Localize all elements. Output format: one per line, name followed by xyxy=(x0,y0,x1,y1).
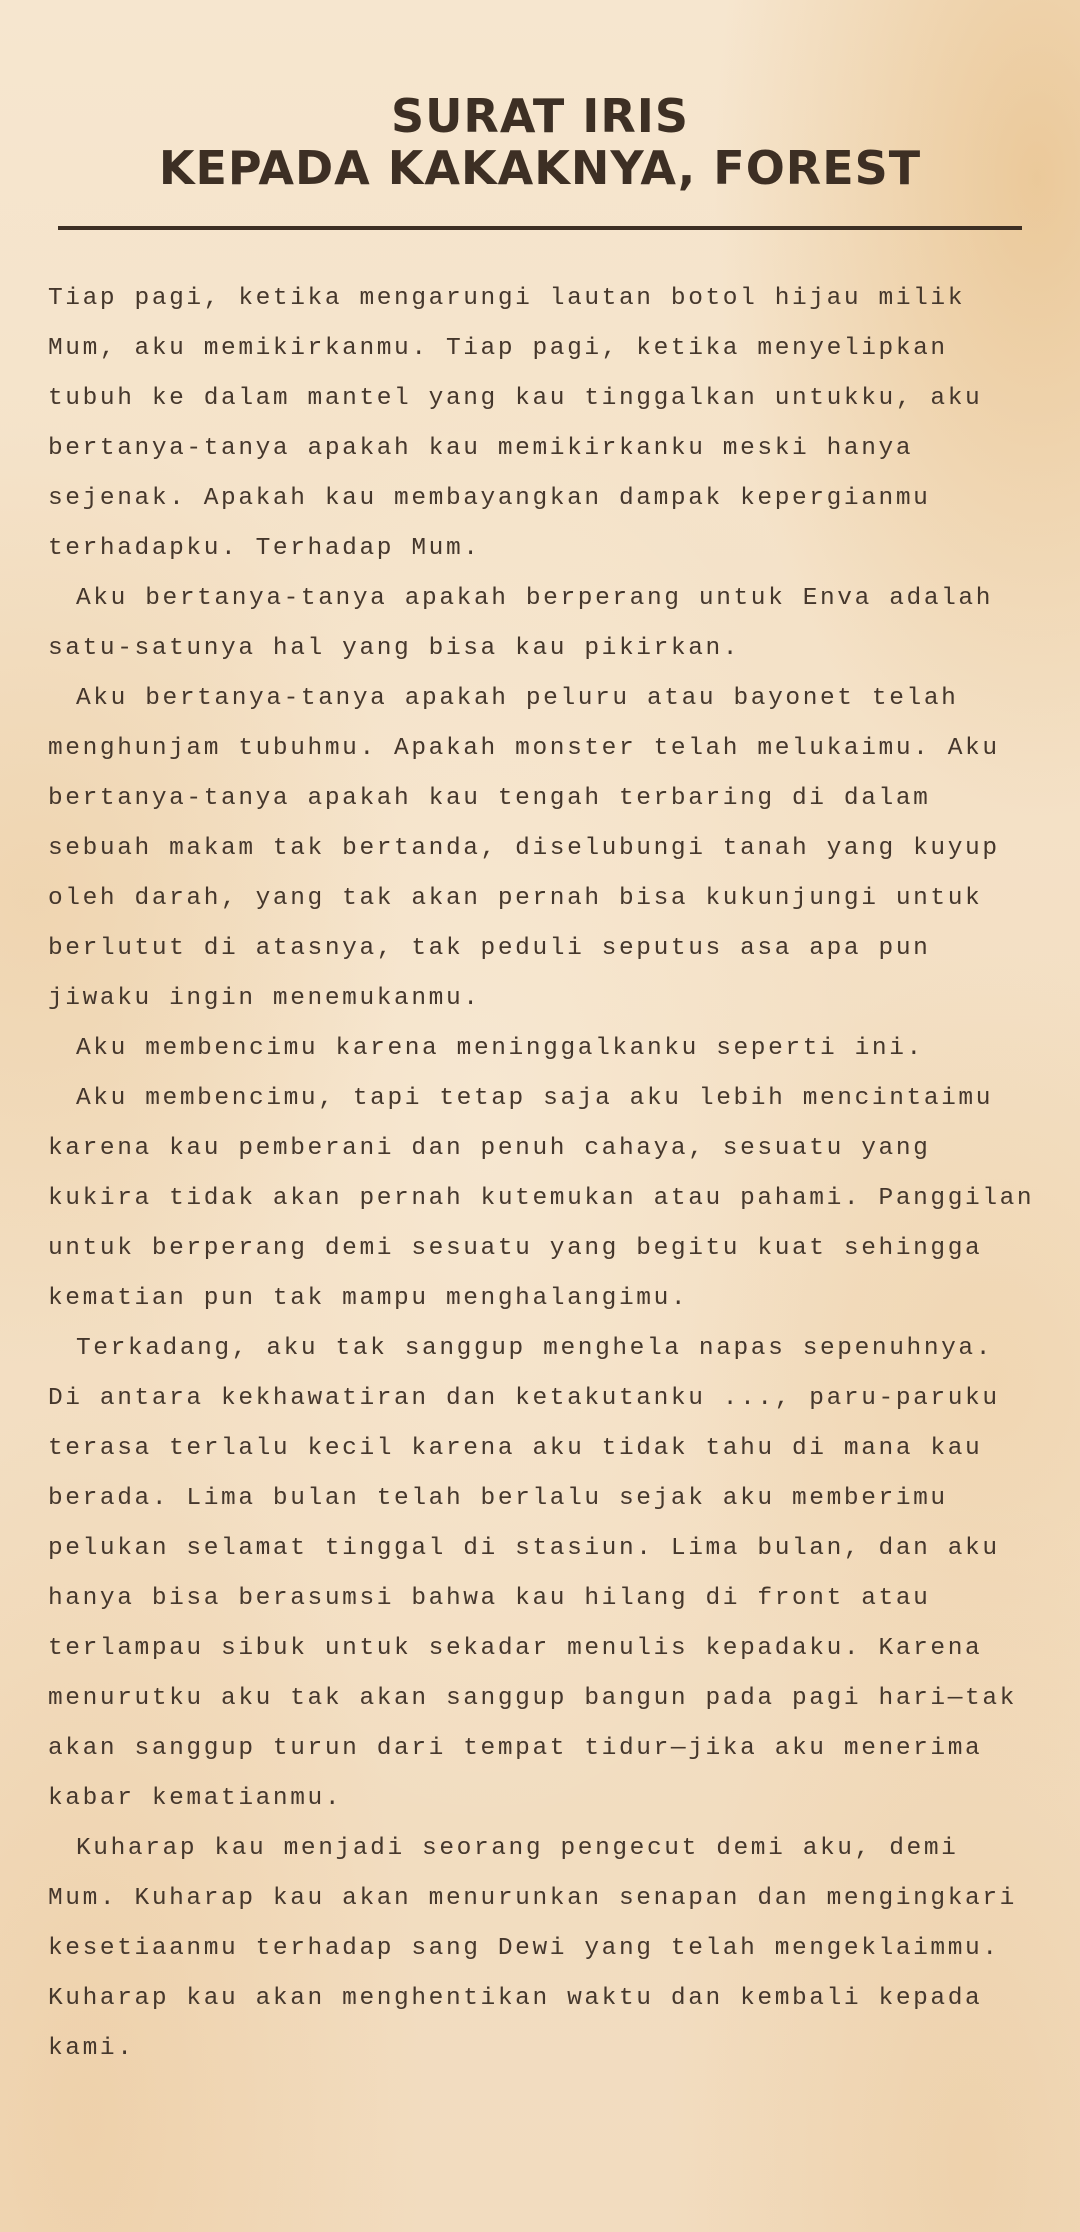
title-line-1: SURAT IRIS xyxy=(390,89,690,143)
letter-body xyxy=(48,274,1038,2074)
page-title xyxy=(0,90,1080,194)
paragraph-4: Aku membencimu karena meninggalkanku seperti ini. xyxy=(76,1035,924,1062)
paragraph-3: Aku bertanya-tanya apakah peluru atau bayonet telah menghunjam tubuhmu. Apakah monster telah melukaimu. Aku bertanya-tanya apakah kau tengah terbaring di dalam sebuah makam tak bertanda, diselubungi tanah yang kuyup oleh darah, yang tak akan pernah bisa kukunjungi untuk berlutut di atasnya, tak peduli seputus asa apa pun jiwaku ingin menemukanmu. xyxy=(48,685,1000,1012)
paragraph-5: Aku membencimu, tapi tetap saja aku lebih mencintaimu karena kau pemberani dan penuh cahaya, sesuatu yang kukira tidak akan pernah kutemukan atau pahami. Panggilan untuk berperang demi sesuatu yang begitu kuat sehingga kematian pun tak mampu menghalangimu. xyxy=(48,1085,1035,1312)
title-divider xyxy=(58,226,1022,230)
title-line-2: KEPADA KAKAKNYA, FOREST xyxy=(158,141,922,195)
paragraph-1: Tiap pagi, ketika mengarungi lautan botol hijau milik Mum, aku memikirkanmu. Tiap pagi, ketika menyelipkan tubuh ke dalam mantel yang kau tinggalkan untukku, aku bertanya-tanya apakah kau memikirkanku meski hanya sejenak. Apakah kau membayangkan dampak kepergianmu terhadapku. Terhadap Mum. xyxy=(48,285,983,562)
paragraph-7: Kuharap kau menjadi seorang pengecut demi aku, demi Mum. Kuharap kau akan menurunkan senapan dan mengingkari kesetiaanmu terhadap sang Dewi yang telah mengeklaimmu. Kuharap kau akan menghentikan waktu dan kembali kepada kami. xyxy=(48,1835,1017,2062)
paragraph-6: Terkadang, aku tak sanggup menghela napas sepenuhnya. Di antara kekhawatiran dan ketakutanku ..., paru-paruku terasa terlalu kecil karena aku tidak tahu di mana kau berada. Lima bulan telah berlalu sejak aku memberimu pelukan selamat tinggal di stasiun. Lima bulan, dan aku hanya bisa berasumsi bahwa kau hilang di front atau terlampau sibuk untuk sekadar menulis kepadaku. Karena menurutku aku tak akan sanggup bangun pada pagi hari—tak akan sanggup turun dari tempat tidur—jika aku menerima kabar kematianmu. xyxy=(48,1335,1017,1812)
paragraph-2: Aku bertanya-tanya apakah berperang untuk Enva adalah satu-satunya hal yang bisa kau pikirkan. xyxy=(48,585,994,662)
